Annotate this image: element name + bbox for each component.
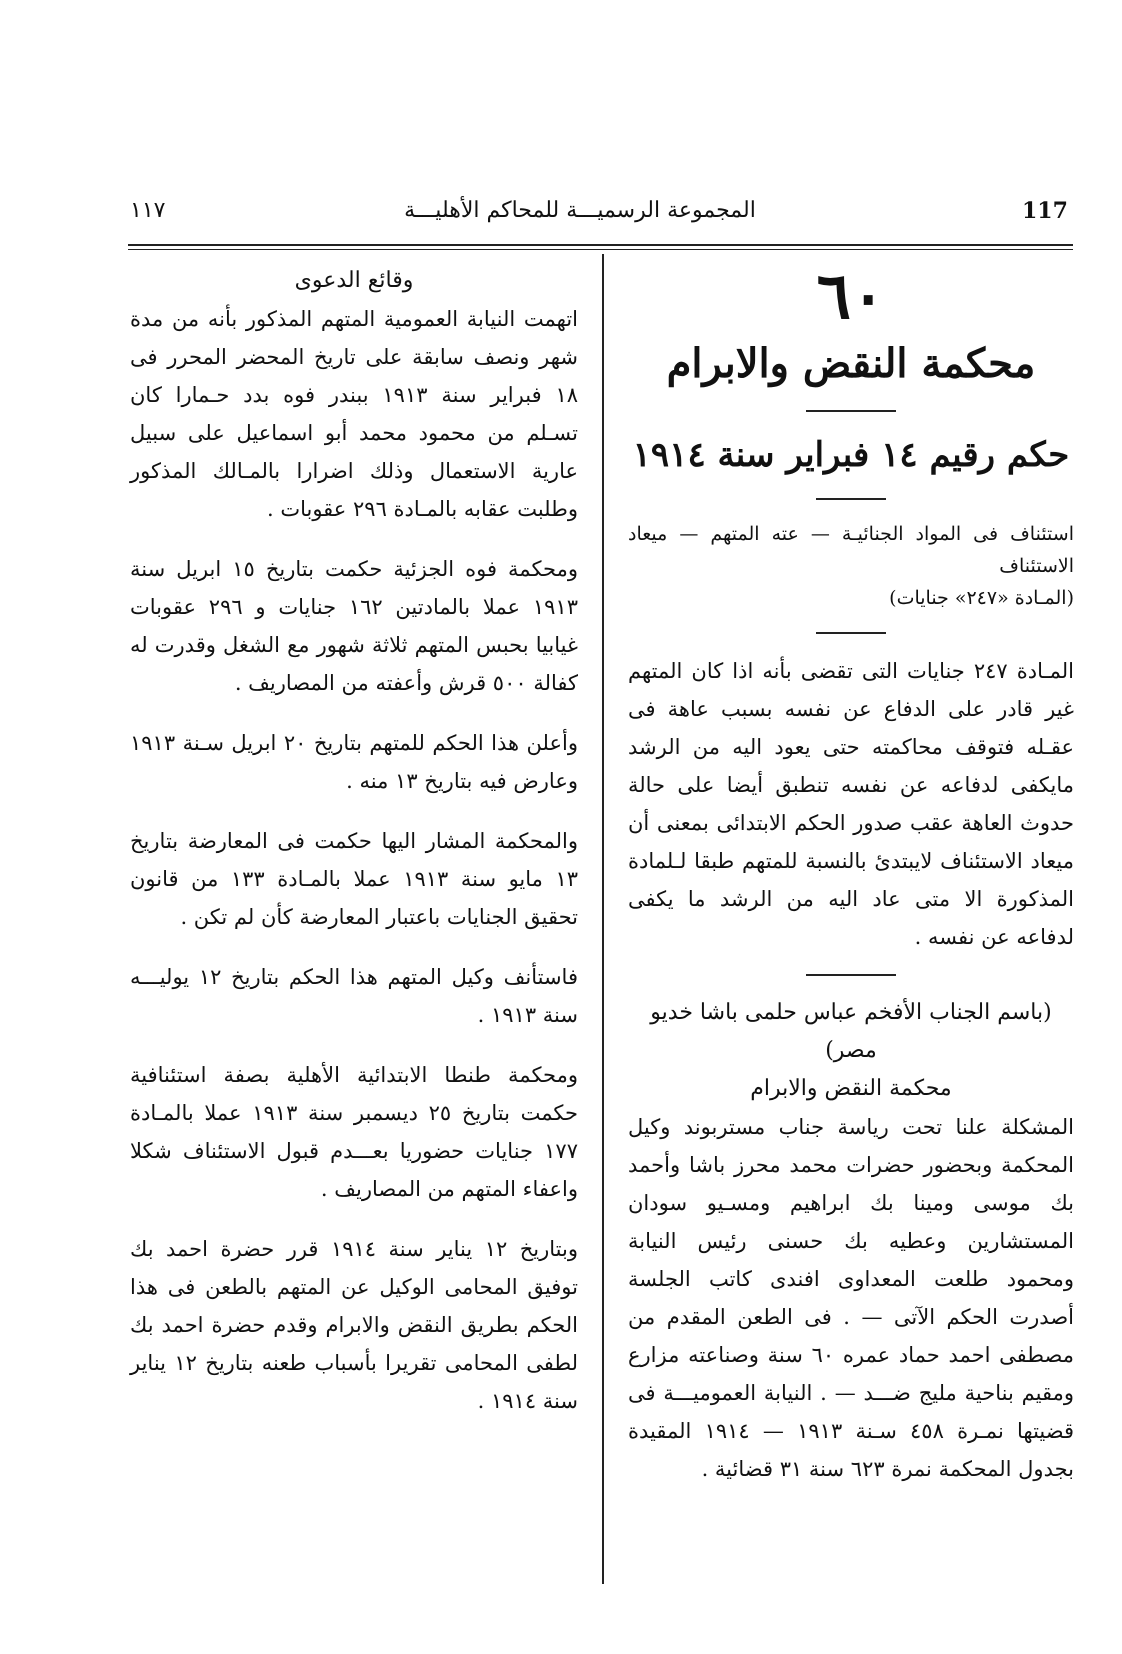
left-column	[130, 262, 578, 1420]
court-composition: المشكلة علنا تحت رياسة جناب مستربوند وكيل المحكمة وبحضور حضرات محمد محرز باشا وأحمد بك موسى ومينا بك ابراهيم ومسـيو سودان المستشارين وعطيه بك حسنى رئيس النيابة ومحمود طلعت المعداوى افندى كاتب الجلسة أصدرت الحكم الآتى — . فى الطعن المقدم من مصطفى احمد حماد عمره ٦٠ سنة وصناعته مزارع ومقيم بناحية مليج ضـــد — . النيابة العموميـــة فى قضيتها نمـرة ٤٥٨ سـنة ١٩١٣ — ١٩١٤ المقيدة بجدول المحكمة نمرة ٦٢٣ سنة ٣١ قضائية .	[628, 1115, 1074, 1481]
paragraph: ومحكمة طنطا الابتدائية الأهلية بصفة استئنافية حكمت بتاريخ ٢٥ ديسمبر سنة ١٩١٣ عملا بالمـادة ١٧٧ جنايات حضوريا بعـــدم قبول الاستئناف شكلا واعفاء المتهم من المصاريف .	[130, 1063, 578, 1201]
subject-article: (المـادة «٢٤٧» جنايات)	[889, 587, 1074, 609]
header-rule-thin	[128, 249, 1073, 250]
page-number-arabic: ١١٧	[130, 198, 166, 223]
court-subheading: محكمة النقض والابرام	[750, 1076, 952, 1101]
paragraph: فاستأنف وكيل المتهم هذا الحكم بتاريخ ١٢ يوليـــه سنة ١٩١٣ .	[130, 965, 578, 1027]
court-title: محكمة النقض والابرام	[666, 340, 1036, 387]
paragraph: وأعلن هذا الحكم للمتهم بتاريخ ٢٠ ابريل سـنة ١٩١٣ وعارض فيه بتاريخ ١٣ منه .	[130, 731, 578, 793]
right-column	[628, 259, 1074, 1488]
running-title: المجموعة الرسميـــة للمحاكم الأهليـــة	[404, 198, 756, 223]
header-rule	[128, 244, 1073, 246]
paragraph: اتهمت النيابة العمومية المتهم المذكور بأنه من مدة شهر ونصف سابقة على تاريخ المحضر المحرر فى ١٨ فبراير سنة ١٩١٣ ببندر فوه بدد حـمارا كان تسـلم من محمود محمد أبو اسماعيل على سبيل عارية الاستعمال وذلك اضرارا بالمـالك المذكور وطلبت عقابه بالمـادة ٢٩٦ عقوبات .	[130, 307, 578, 521]
section-title: وقائع الدعوى	[294, 268, 414, 293]
subject-line: استئناف فى المواد الجنائيـة — عته المتهم — ميعاد الاستئناف	[628, 523, 1074, 577]
court-heading: (باسم الجناب الأفخم عباس حلمى باشا خديو مصر)	[650, 1000, 1052, 1063]
separator	[806, 410, 896, 412]
ruling-title: حكم رقيم ١٤ فبراير سنة ١٩١٤	[632, 435, 1070, 475]
case-summary: المـادة ٢٤٧ جنايات التى تقضى بأنه اذا كان المتهم غير قادر على الدفاع عن نفسه بسبب عاهة فى عقـله فتوقف محاكمته حتى يعود اليه من الرشد مايكفى لدفاعه عن نفسه تنطبق أيضا على حالة حدوث العاهة عقب صدور الحكم الابتدائى بمعنى أن ميعاد الاستئناف لايبتدئ بالنسبة للمتهم طبقا لـلمادة المذكورة الا متى عاد اليه من الرشد ما يكفى لدفاعه عن نفسه .	[628, 659, 1074, 949]
paragraph: والمحكمة المشار اليها حكمت فى المعارضة بتاريخ ١٣ مايو سنة ١٩١٣ عملا بالمـادة ١٣٣ من قانون تحقيق الجنايات باعتبار المعارضة كأن لم تكن .	[130, 829, 578, 929]
paragraph: ومحكمة فوه الجزئية حكمت بتاريخ ١٥ ابريل سنة ١٩١٣ عملا بالمادتين ١٦٢ جنايات و ٢٩٦ عقوبات غيابيا بحبس المتهم ثلاثة شهور مع الشغل وقدرت له كفالة ٥٠٠ قرش وأعفته من المصاريف .	[130, 557, 578, 695]
column-divider	[602, 254, 604, 1584]
case-number: ٦٠	[816, 259, 886, 334]
separator	[806, 974, 896, 976]
paragraph: وبتاريخ ١٢ يناير سنة ١٩١٤ قرر حضرة احمد بك توفيق المحامى الوكيل عن المتهم بالطعن فى هذا الحكم بطريق النقض والابرام وقدم حضرة احمد بك لطفى المحامى تقريرا بأسباب طعنه بتاريخ ١٢ يناير سنة ١٩١٤ .	[130, 1237, 579, 1413]
page-number-latin: 117	[1022, 198, 1068, 224]
separator	[816, 498, 886, 500]
separator	[816, 632, 886, 634]
